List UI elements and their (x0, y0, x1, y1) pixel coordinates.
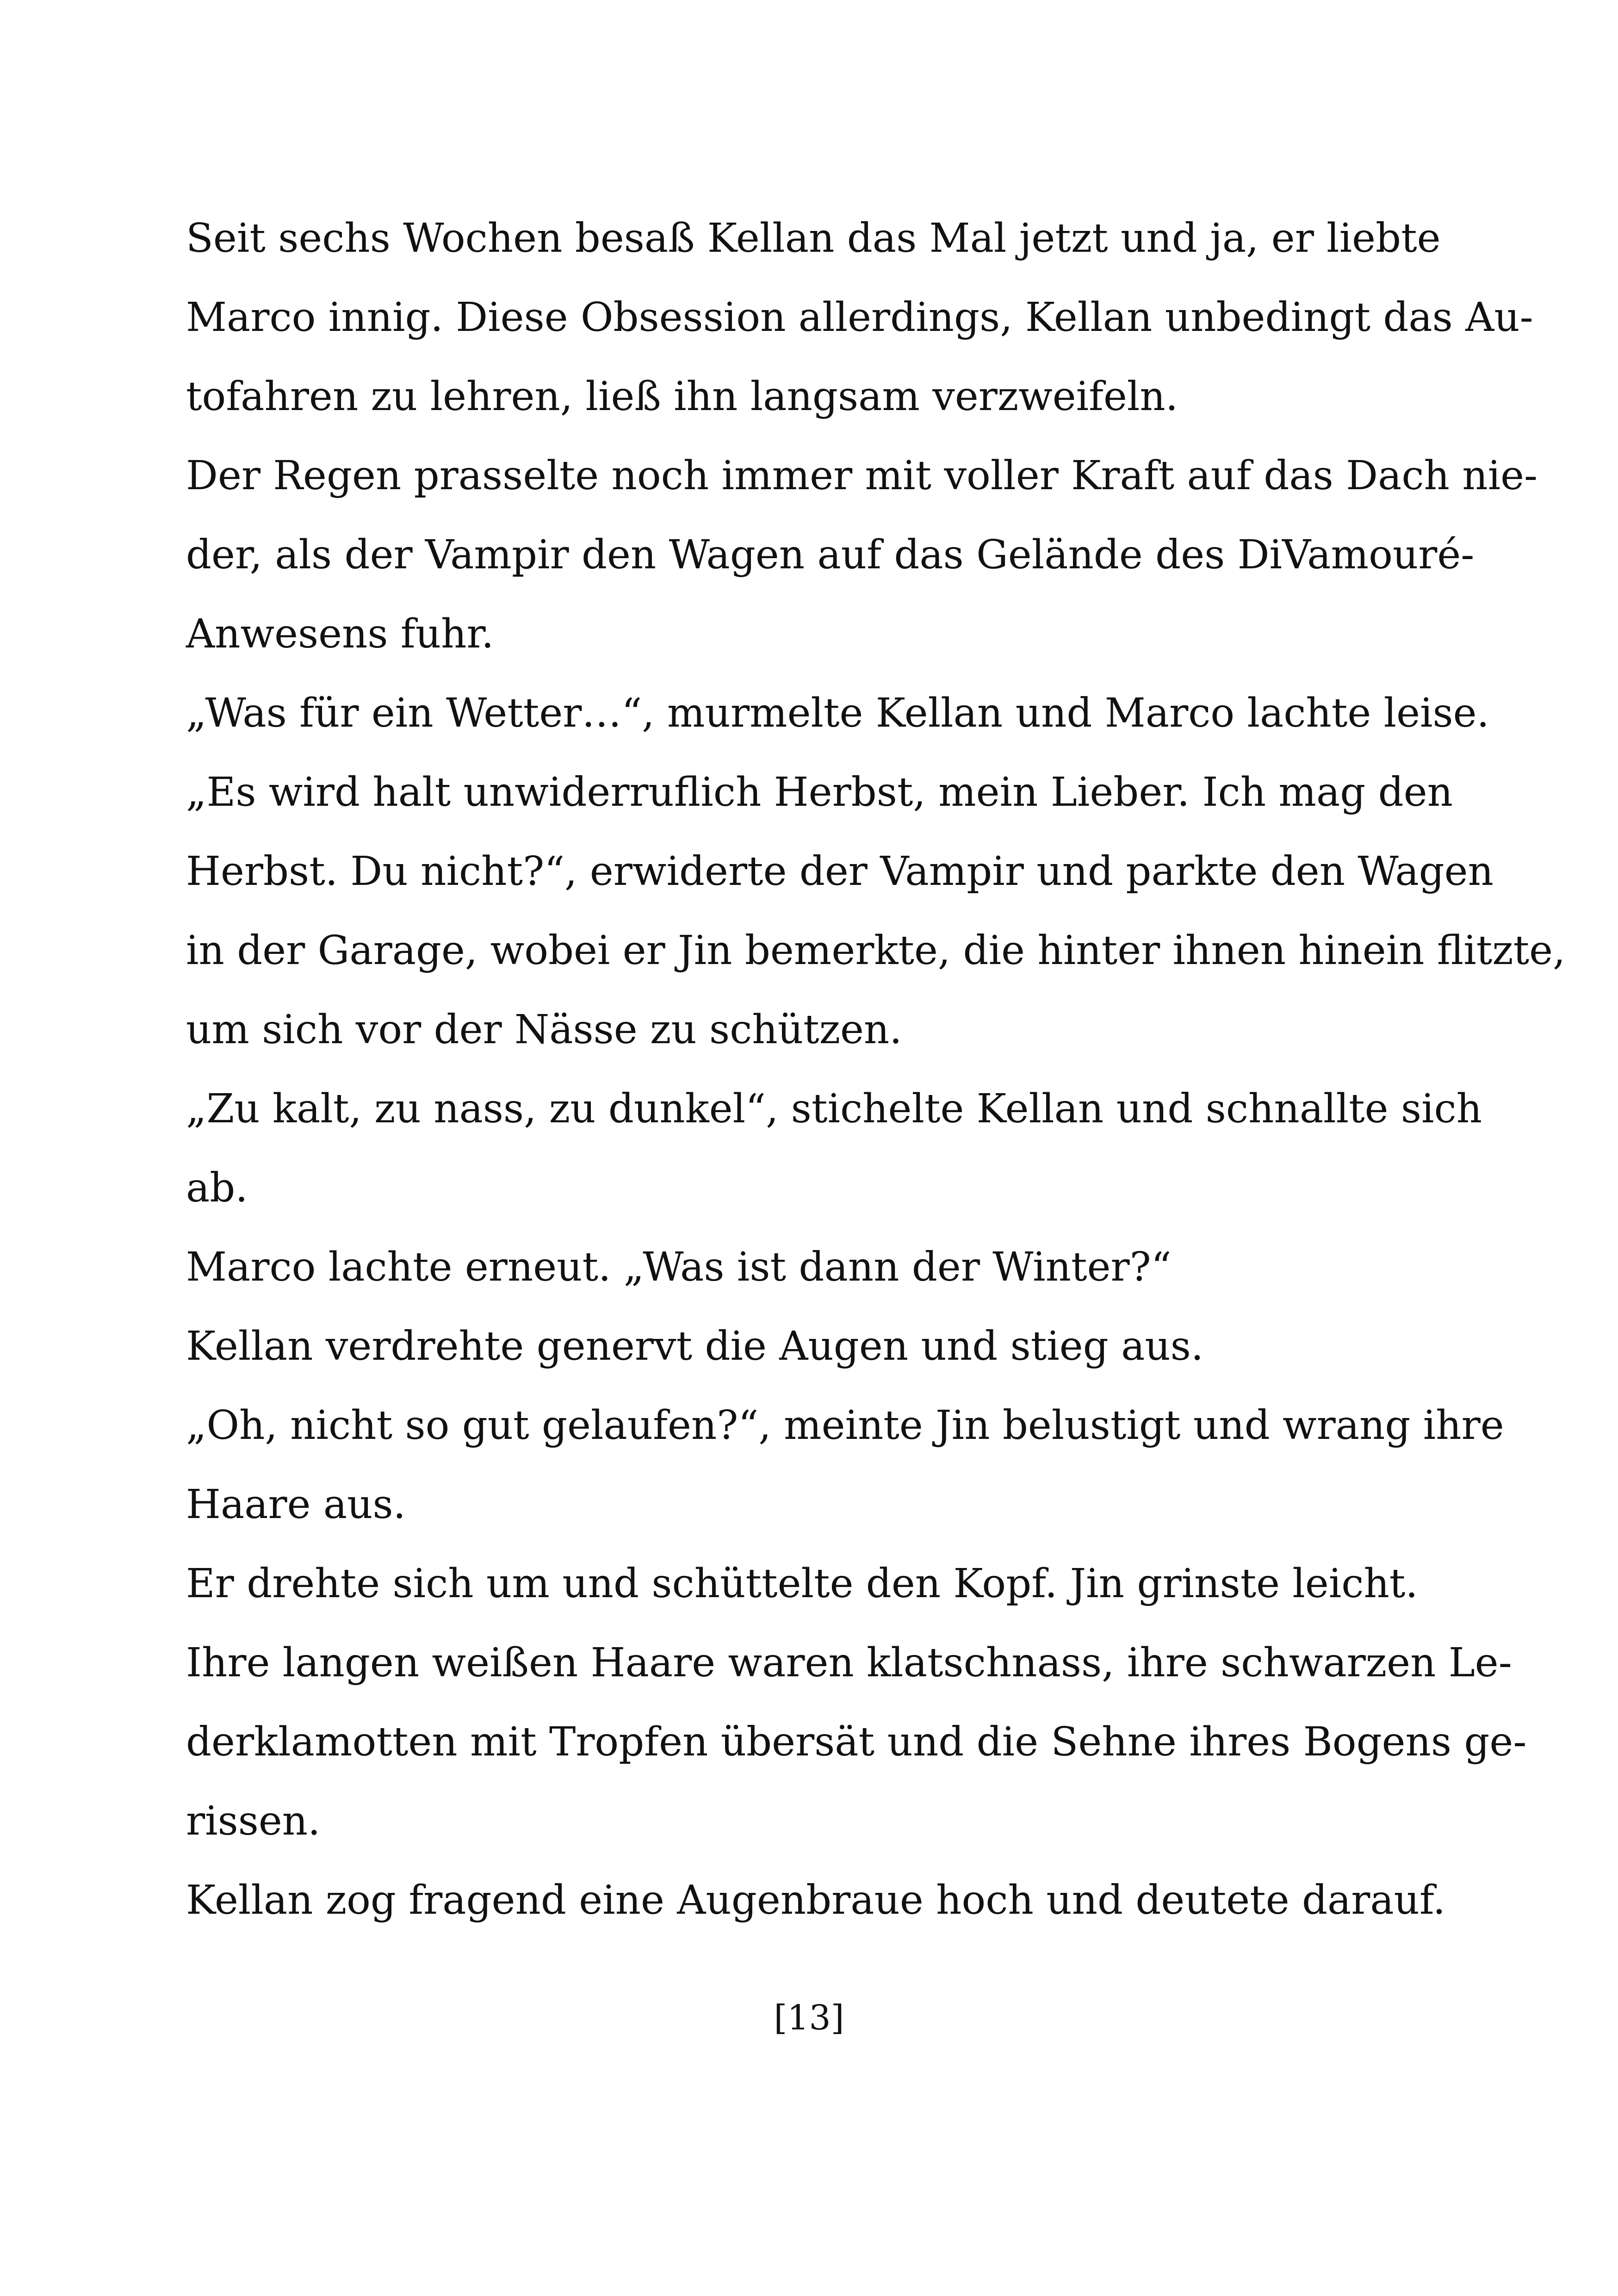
text-line: Herbst. Du nicht?“, erwiderte der Vampir und parkte den Wagen (186, 848, 1494, 895)
text-line: in der Garage, wobei er Jin bemerkte, die hinter ihnen hinein flitzte, (186, 927, 1566, 974)
text-line: Der Regen prasselte noch immer mit voller Kraft auf das Dach nie- (186, 453, 1538, 499)
text-line: der, als der Vampir den Wagen auf das Gelände des DiVamouré- (186, 532, 1475, 578)
text-line: Ihre langen weißen Haare waren klatschnass, ihre schwarzen Le- (186, 1640, 1512, 1686)
body-text (186, 199, 1566, 1940)
text-line: „Es wird halt unwiderruflich Herbst, mein Lieber. Ich mag den (186, 769, 1453, 815)
text-line: „Oh, nicht so gut gelaufen?“, meinte Jin belustigt und wrang ihre (186, 1402, 1504, 1449)
text-line: „Zu kalt, zu nass, zu dunkel“, stichelte Kellan und schnallte sich (186, 1086, 1482, 1132)
text-line: derklamotten mit Tropfen übersät und die Sehne ihres Bogens ge- (186, 1719, 1527, 1765)
text-line: tofahren zu lehren, ließ ihn langsam verzweifeln. (186, 373, 1178, 420)
text-line: Er drehte sich um und schüttelte den Kopf. Jin grinste leicht. (186, 1561, 1418, 1607)
text-line: rissen. (186, 1798, 321, 1844)
text-line: um sich vor der Nässe zu schützen. (186, 1007, 902, 1053)
text-line: Marco lachte erneut. „Was ist dann der Winter?“ (186, 1244, 1172, 1290)
text-line: Haare aus. (186, 1481, 406, 1528)
page-number: [13] (774, 1998, 844, 2038)
text-line: Kellan verdrehte genervt die Augen und stieg aus. (186, 1323, 1204, 1369)
text-line: Seit sechs Wochen besaß Kellan das Mal jetzt und ja, er liebte (186, 215, 1441, 261)
text-line: ab. (186, 1165, 248, 1211)
text-line: Kellan zog fragend eine Augenbraue hoch und deutete darauf. (186, 1877, 1446, 1923)
text-line: „Was für ein Wetter…“, murmelte Kellan und Marco lachte leise. (186, 690, 1489, 736)
text-line: Marco innig. Diese Obsession allerdings, Kellan unbedingt das Au- (186, 294, 1533, 341)
text-line: Anwesens fuhr. (186, 611, 494, 657)
